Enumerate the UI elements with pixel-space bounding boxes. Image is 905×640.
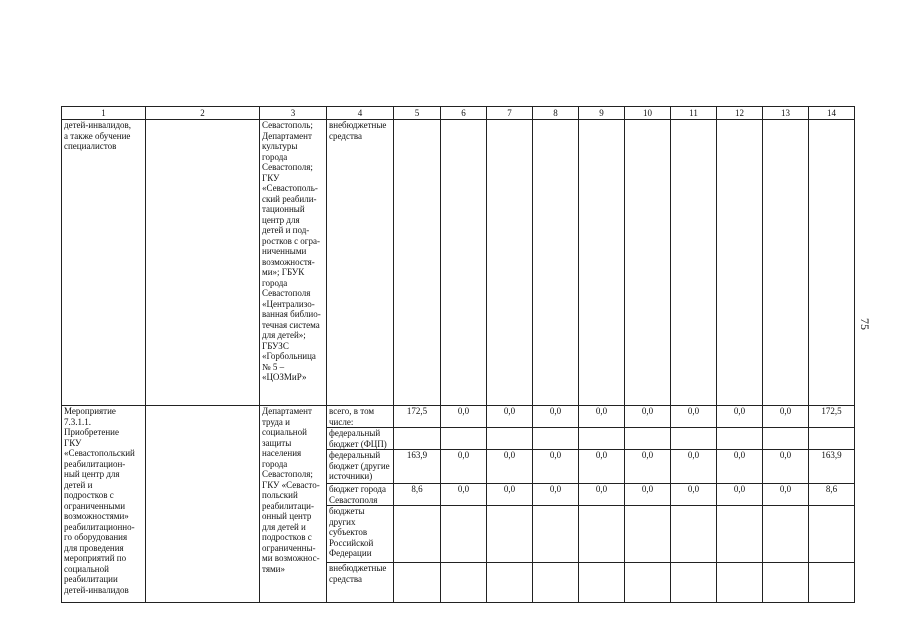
funding-source: всего, в том числе: [329, 406, 375, 427]
measure-description: детей-инвалидов, а также обучение специалистов [64, 120, 132, 151]
funding-source: внебюджетные средства [329, 563, 387, 584]
funding-value [717, 563, 763, 603]
funding-value [671, 506, 717, 563]
funding-value: 8,6 [809, 484, 855, 506]
column-number: 14 [809, 107, 855, 120]
funding-source: бюджет города Севастополя [329, 484, 386, 505]
funding-value [717, 506, 763, 563]
table-cell [327, 428, 394, 450]
table-cell [62, 120, 146, 406]
executors: Севастополь; Департамент культуры города Севастополя; ГКУ «Севастополь- ский реабили- тационный центр для детей и под- ростков с огра- ниченными возможностя- ми»; ГБУК города Севастополя «Централизо- ванная библио- течная система для детей»; ГБУЗС «Горбольница № 5 – «ЦОЗМиР» [262, 120, 321, 382]
program-table [61, 106, 855, 603]
funding-value [763, 506, 809, 563]
table-cell [327, 406, 394, 428]
funding-value [625, 563, 671, 603]
table-cell [579, 120, 625, 406]
funding-value [809, 563, 855, 603]
funding-value [441, 428, 487, 450]
executors: Департамент труда и социальной защиты населения города Севастополя; ГКУ «Севасто- польский реабилитаци- онный центр для детей и подростков с ограниченны- ми возможнос- тями» [262, 406, 320, 574]
funding-value: 0,0 [533, 406, 579, 428]
funding-value [579, 563, 625, 603]
funding-value: 0,0 [763, 450, 809, 484]
funding-value: 0,0 [579, 406, 625, 428]
table-cell [327, 506, 394, 563]
column-number: 4 [327, 107, 394, 120]
table-cell [763, 120, 809, 406]
funding-value: 0,0 [441, 484, 487, 506]
column-number: 2 [146, 107, 260, 120]
funding-source: бюджеты других субъектов Российской Федерации [329, 506, 374, 558]
funding-value: 0,0 [579, 484, 625, 506]
funding-source: федеральный бюджет (ФЦП) [329, 428, 387, 449]
funding-value: 0,0 [671, 450, 717, 484]
measure-rows [62, 406, 855, 603]
funding-value: 163,9 [394, 450, 441, 484]
funding-value [671, 563, 717, 603]
funding-value [487, 428, 533, 450]
funding-value: 0,0 [717, 450, 763, 484]
column-number: 11 [671, 107, 717, 120]
funding-value: 172,5 [394, 406, 441, 428]
funding-value: 0,0 [487, 450, 533, 484]
column-number: 1 [62, 107, 146, 120]
funding-value: 0,0 [487, 484, 533, 506]
table-cell [809, 120, 855, 406]
funding-value [441, 506, 487, 563]
funding-value: 0,0 [533, 484, 579, 506]
table-cell [327, 120, 394, 406]
funding-value: 0,0 [671, 484, 717, 506]
table-cell [487, 120, 533, 406]
column-number: 12 [717, 107, 763, 120]
funding-value: 0,0 [763, 406, 809, 428]
funding-value: 0,0 [763, 484, 809, 506]
funding-source: федеральный бюджет (другие источники) [329, 450, 390, 481]
column-number: 13 [763, 107, 809, 120]
funding-value [809, 506, 855, 563]
column-number-row [62, 107, 855, 120]
funding-value: 0,0 [441, 406, 487, 428]
column-number: 6 [441, 107, 487, 120]
funding-value: 0,0 [717, 406, 763, 428]
table-cell [533, 120, 579, 406]
funding-value [671, 428, 717, 450]
table-cell [441, 120, 487, 406]
funding-value [441, 563, 487, 603]
table-cell [62, 406, 146, 603]
funding-value [809, 428, 855, 450]
funding-value: 163,9 [809, 450, 855, 484]
funding-value [625, 506, 671, 563]
funding-source: внебюджетные средства [329, 120, 387, 141]
funding-value: 0,0 [441, 450, 487, 484]
funding-value: 0,0 [625, 484, 671, 506]
funding-value [763, 428, 809, 450]
funding-value [625, 428, 671, 450]
table-cell [394, 120, 441, 406]
table-cell [146, 406, 260, 603]
funding-value: 0,0 [625, 406, 671, 428]
funding-value [533, 563, 579, 603]
funding-value [394, 428, 441, 450]
funding-value [533, 428, 579, 450]
table-cell [327, 484, 394, 506]
funding-value [394, 506, 441, 563]
column-number: 7 [487, 107, 533, 120]
page-number: 75 [858, 318, 872, 330]
table-cell [260, 120, 327, 406]
column-number: 5 [394, 107, 441, 120]
funding-value [763, 563, 809, 603]
funding-value [579, 506, 625, 563]
funding-value: 0,0 [625, 450, 671, 484]
table-row [62, 120, 855, 406]
funding-value: 8,6 [394, 484, 441, 506]
funding-value [487, 563, 533, 603]
funding-value: 0,0 [717, 484, 763, 506]
funding-value: 0,0 [487, 406, 533, 428]
funding-value: 0,0 [671, 406, 717, 428]
table-cell [671, 120, 717, 406]
table-cell [327, 563, 394, 603]
table-cell [327, 450, 394, 484]
column-number: 3 [260, 107, 327, 120]
funding-value [717, 428, 763, 450]
column-number: 9 [579, 107, 625, 120]
table-cell [717, 120, 763, 406]
column-number: 8 [533, 107, 579, 120]
funding-value [487, 506, 533, 563]
funding-value: 0,0 [579, 450, 625, 484]
funding-value: 0,0 [533, 450, 579, 484]
funding-value [394, 563, 441, 603]
funding-value [533, 506, 579, 563]
table-cell [260, 406, 327, 603]
table-cell [625, 120, 671, 406]
measure-description: Мероприятие 7.3.1.1. Приобретение ГКУ «Севастопольский реабилитацион- ный центр для детей и подростков с ограниченными возможностями» реабилитационно- го оборудования для проведения мероприятий по социальной реабилитации детей-инвалидов [64, 406, 135, 595]
table-cell [146, 120, 260, 406]
funding-row [62, 406, 855, 428]
column-number: 10 [625, 107, 671, 120]
funding-value: 172,5 [809, 406, 855, 428]
funding-value [579, 428, 625, 450]
